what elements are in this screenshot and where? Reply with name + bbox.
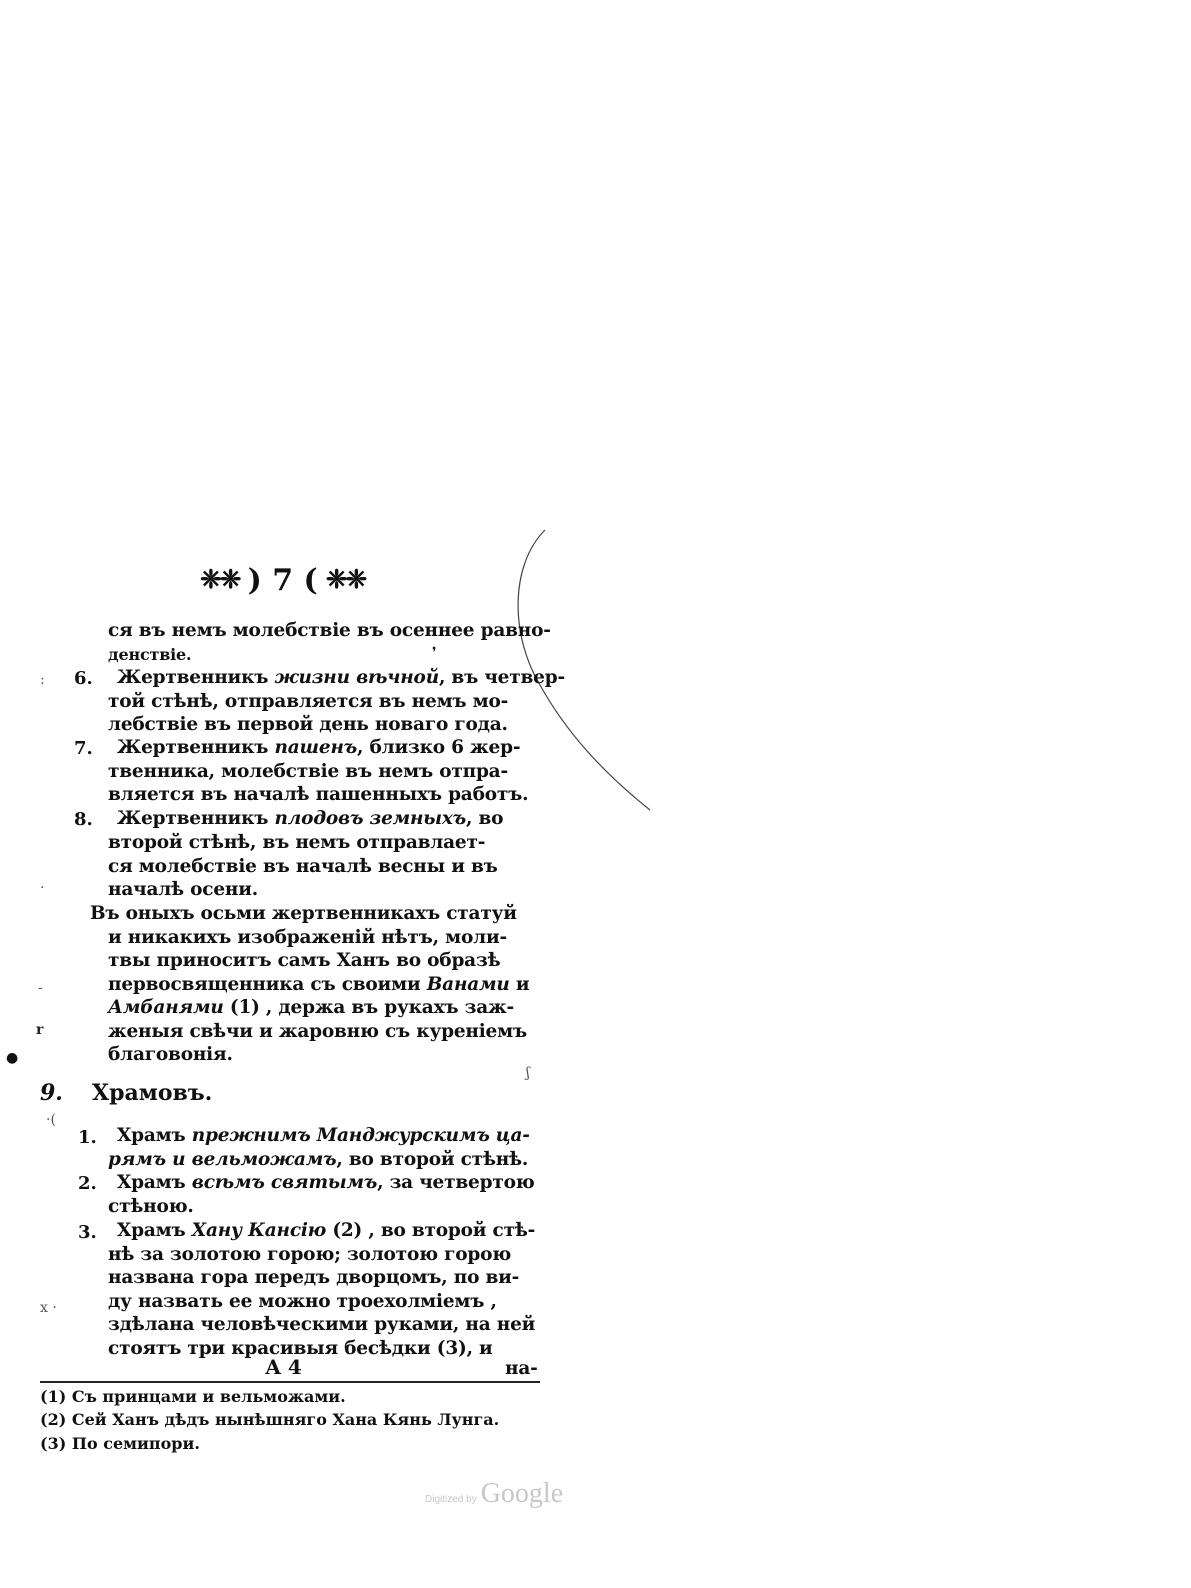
watermark-small: Digitized by: [425, 1494, 477, 1505]
google-watermark: [425, 1478, 563, 1510]
text-line: денствіе.: [108, 645, 192, 664]
text-line: Храмъ всѣмъ святымъ, за четвертою: [117, 1172, 535, 1193]
text-line: ду назвать ее можно троехолміемъ ,: [108, 1291, 497, 1312]
item-number: 3.: [78, 1222, 97, 1243]
text-line: благовонія.: [108, 1044, 233, 1065]
text-line: твы приноситъ самъ Ханъ во образѣ: [108, 950, 501, 971]
scan-speck: ʃ: [526, 1065, 530, 1081]
watermark-logo: Google: [480, 1478, 564, 1509]
signature-mark: А 4: [265, 1355, 302, 1379]
scan-speck: r: [36, 1022, 44, 1038]
text-line: женыя свѣчи и жаровню съ куреніемъ: [108, 1021, 527, 1042]
text-line: нѣ за золотою горою; золотою горою: [108, 1244, 512, 1265]
text-line: стоятъ три красивыя бесѣдки (3), и: [108, 1338, 493, 1359]
text-line: первосвященника съ своими Ванами и: [108, 974, 530, 995]
text-line: названа гора передъ дворцомъ, по ви-: [108, 1267, 520, 1288]
scan-speck: -: [38, 980, 43, 996]
footnote: (2) Сей Ханъ дѣдъ нынѣшняго Хана Кянь Лунга.: [40, 1410, 500, 1429]
text-line: Храмъ Хану Кансію (2) , во второй стѣ-: [117, 1220, 536, 1241]
text-line: Жертвенникъ жизни вѣчной, въ четвер-: [117, 667, 565, 688]
scan-speck: x ·: [40, 1300, 57, 1316]
scan-speck: :: [40, 672, 45, 688]
text-line: Амбанями (1) , держа въ рукахъ заж-: [108, 997, 514, 1018]
text-line: стѣною.: [108, 1196, 194, 1217]
item-number: 8.: [74, 809, 93, 830]
page-number: ) 7 (: [247, 562, 318, 598]
text-line: лебствіе въ первой день новаго года.: [108, 714, 508, 735]
text-line: вляется въ началѣ пашенныхъ работъ.: [108, 784, 529, 805]
footnote: (1) Съ принцами и вельможами.: [40, 1387, 346, 1406]
section-title: Храмовъ.: [92, 1080, 213, 1106]
left-ornament: ❈❈: [200, 565, 240, 595]
text-line: началѣ осени.: [108, 879, 259, 900]
right-ornament: ❈❈: [325, 565, 366, 595]
text-line: твенника, молебствіе въ немъ отпра-: [108, 761, 508, 782]
footnote: (3) По семипори.: [40, 1434, 200, 1453]
page-header: [200, 560, 370, 600]
scan-speck: ●: [6, 1050, 19, 1066]
text-line: Жертвенникъ пашенъ, близко 6 жер-: [117, 737, 521, 758]
catchword: на-: [505, 1358, 538, 1379]
item-number: 7.: [74, 738, 93, 759]
text-line: ся въ немъ молебствіе въ осеннее равно-: [108, 620, 551, 641]
text-line: Въ оныхъ осьми жертвенникахъ статуй: [90, 903, 517, 924]
scan-speck: ❜: [432, 645, 437, 661]
footnote-rule: [40, 1381, 540, 1383]
item-number: 6.: [74, 668, 93, 689]
scan-speck: ·: [40, 880, 45, 896]
text-line: Жертвенникъ плодовъ земныхъ, во: [117, 808, 504, 829]
text-line: той стѣнѣ, отправляется въ немъ мо-: [108, 691, 509, 712]
text-line: Храмъ прежнимъ Манджурскимъ ца-: [117, 1125, 530, 1146]
scan-speck: ·(: [46, 1112, 56, 1128]
text-line: рямъ и вельможамъ, во второй стѣнѣ.: [108, 1149, 529, 1170]
text-line: второй стѣнѣ, въ немъ отправлает-: [108, 832, 486, 853]
section-heading: [40, 1080, 212, 1106]
text-line: здѣлана человѣческими руками, на ней: [108, 1314, 536, 1335]
section-number: 9.: [40, 1080, 63, 1106]
item-number: 1.: [78, 1127, 97, 1148]
item-number: 2.: [78, 1173, 97, 1194]
text-line: ся молебствіе въ началѣ весны и въ: [108, 856, 498, 877]
text-line: и никакихъ изображеній нѣтъ, моли-: [108, 927, 507, 948]
